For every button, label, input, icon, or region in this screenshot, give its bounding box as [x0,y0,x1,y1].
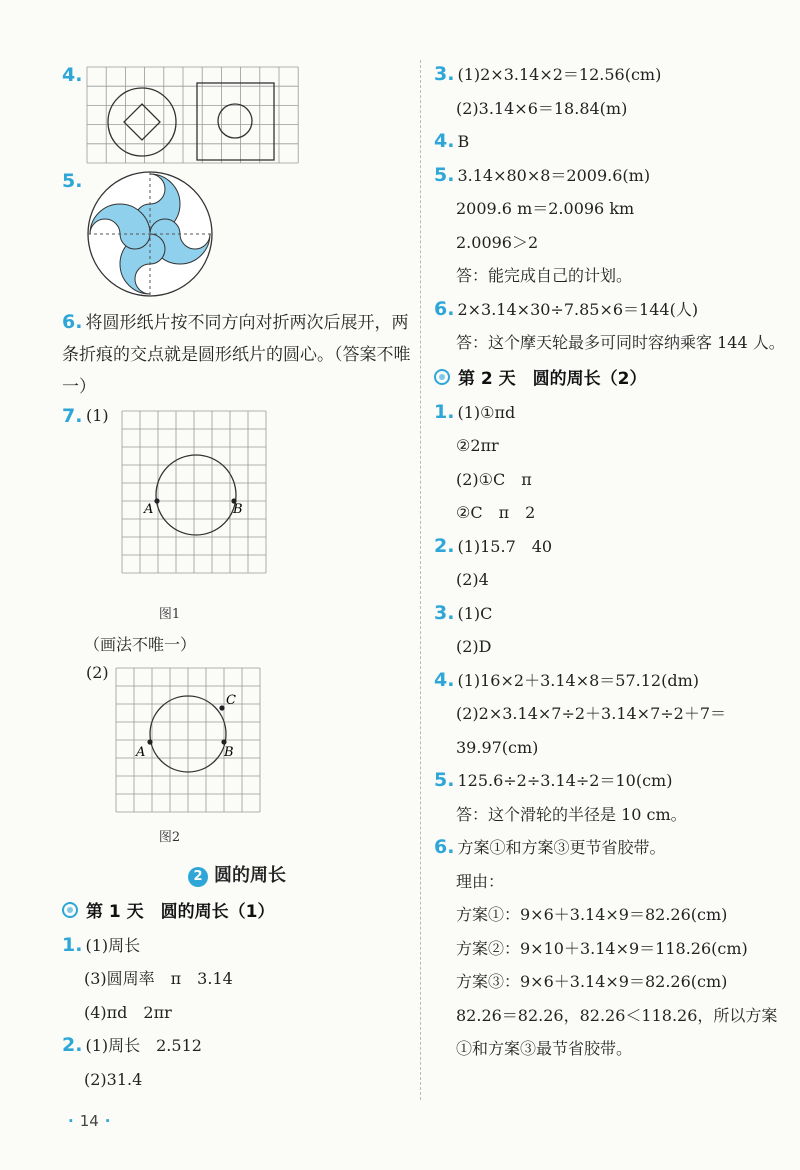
fig2-point-a: A [136,744,146,760]
day1-title: 第 1 天 圆的周长（1） [86,901,275,922]
q6-answer [62,306,412,403]
fig2-point-c: C [226,692,236,708]
r2-q5-a [434,764,784,798]
q7-part1 [62,405,412,603]
r2-q4-b: (2)2×3.14×7÷2＋3.14×7÷2＋7＝39.97(cm) [456,704,727,757]
r-q5-number: 5. [434,163,455,186]
r2-q3-b: (2)D [456,637,492,656]
r2-q6-d: 方案②：9×10＋3.14×9＝118.26(cm) [456,938,748,958]
fig1-point-a: A [144,502,154,517]
circle-bullet-icon [434,369,450,385]
r2-q2-a-text: (1)15.7 40 [457,536,553,556]
fig1-caption: 图1 [158,607,181,622]
fig2-point-b: B [224,744,234,760]
r2-q2-a [434,530,784,564]
l-q1-b: (3)圆周率 π 3.14 [84,969,233,988]
r2-q1-b: ②2πr [456,436,499,455]
r2-q3-number: 3. [434,601,455,624]
q4-block [62,58,412,170]
r-q5-c: 2.0096＞2 [456,232,539,252]
q6-text: 将圆形纸片按不同方向对折两次后展开，两条折痕的交点就是圆形纸片的圆心。（答案不唯一） [62,313,411,397]
section-badge: 2 [188,867,208,887]
r2-q1-number: 1. [434,400,455,423]
l-q1-a-text: (1)周长 [85,935,141,955]
circle-bullet-icon [62,902,78,918]
q7-number: 7. [62,405,83,427]
l-q1-a [62,929,412,963]
page-number-footer [62,1112,117,1130]
r2-q3-a-text: (1)C [457,603,493,623]
r-q5-a-text: 3.14×80×8＝2009.6(m) [457,165,651,185]
left-column [62,58,412,1096]
q6-number: 6. [62,311,83,333]
q7-part2-label: (2) [86,662,109,682]
day2-heading [434,362,784,396]
r-q4-a-text: B [457,132,470,151]
q7-figure1 [120,409,270,577]
l-q1-c: (4)πd 2πr [84,1002,172,1022]
r2-q1-c: (2)①C π [456,469,532,489]
r-q5-d: 答：能完成自己的计划。 [456,266,633,285]
page-number: 14 [79,1112,99,1130]
r2-q6-b: 理由： [456,871,505,891]
r-q3-number: 3. [434,63,455,85]
r2-q6-e: 方案③：9×6＋3.14×9＝82.26(cm) [456,972,728,991]
section-header [62,861,412,887]
fig1-point-b: B [233,502,243,517]
q7-part2 [62,664,412,826]
r2-q1-a [434,396,784,430]
r2-q6-a-text: 方案①和方案③更节省胶带。 [457,838,666,857]
r2-q1-a-text: (1)①πd [457,402,516,422]
r2-q6-a [434,831,784,865]
r-q6-a [434,293,784,327]
r-q5-a [434,159,784,193]
l-q2-number: 2. [62,1034,83,1056]
column-divider [420,60,421,1100]
r-q6-a-text: 2×3.14×30÷7.85×6＝144(人) [457,299,699,319]
r2-q6-f: 82.26＝82.26，82.26＜118.26，所以方案①和方案③最节省胶带。 [456,1005,778,1058]
r2-q5-b: 答：这个滑轮的半径是 10 cm。 [456,804,687,824]
q5-block [62,170,412,300]
r-q3-b: (2)3.14×6＝18.84(m) [456,98,628,118]
r2-q6-number: 6. [434,836,455,858]
l-q2-a [62,1029,412,1063]
r2-q2-b: (2)4 [456,570,489,589]
r2-q5-a-text: 125.6÷2÷3.14÷2＝10(cm) [457,771,673,790]
r-q3-a [434,58,784,92]
r2-q4-a-text: (1)16×2＋3.14×8＝57.12(dm) [457,670,699,690]
l-q1-number: 1. [62,933,83,956]
dot-icon: · [104,1112,111,1130]
q7-note: （画法不唯一） [84,635,197,654]
r2-q4-number: 4. [434,668,455,691]
r-q3-a-text: (1)2×3.14×2＝12.56(cm) [457,65,662,84]
q5-number: 5. [62,170,83,192]
r-q4-a [434,125,784,159]
dot-icon: · [68,1112,74,1130]
r2-q1-d: ②C π 2 [456,503,536,522]
r2-q5-number: 5. [434,769,455,791]
r2-q6-c: 方案①：9×6＋3.14×9＝82.26(cm) [456,905,728,924]
q7-figure2 [114,666,264,826]
l-q2-b: (2)31.4 [84,1069,143,1089]
q5-pinwheel-figure [84,170,224,298]
day2-title: 第 2 天 圆的周长（2） [458,368,647,389]
right-column [434,58,784,1066]
q7-part1-label: (1) [86,406,109,425]
l-q2-a-text: (1)周长 2.512 [85,1036,202,1055]
section-title: 圆的周长 [214,864,286,886]
q4-grid-figure [86,66,306,174]
r-q5-b: 2009.6 m＝2.0096 km [456,199,635,218]
r-q6-number: 6. [434,297,455,320]
fig2-caption: 图2 [158,829,181,845]
r2-q3-a [434,597,784,631]
r2-q2-number: 2. [434,534,455,557]
r-q4-number: 4. [434,130,455,152]
r-q6-b: 答：这个摩天轮最多可同时容纳乘客 144 人。 [456,333,785,352]
day1-heading [62,895,412,929]
q4-number: 4. [62,64,83,86]
r2-q4-a [434,664,784,698]
